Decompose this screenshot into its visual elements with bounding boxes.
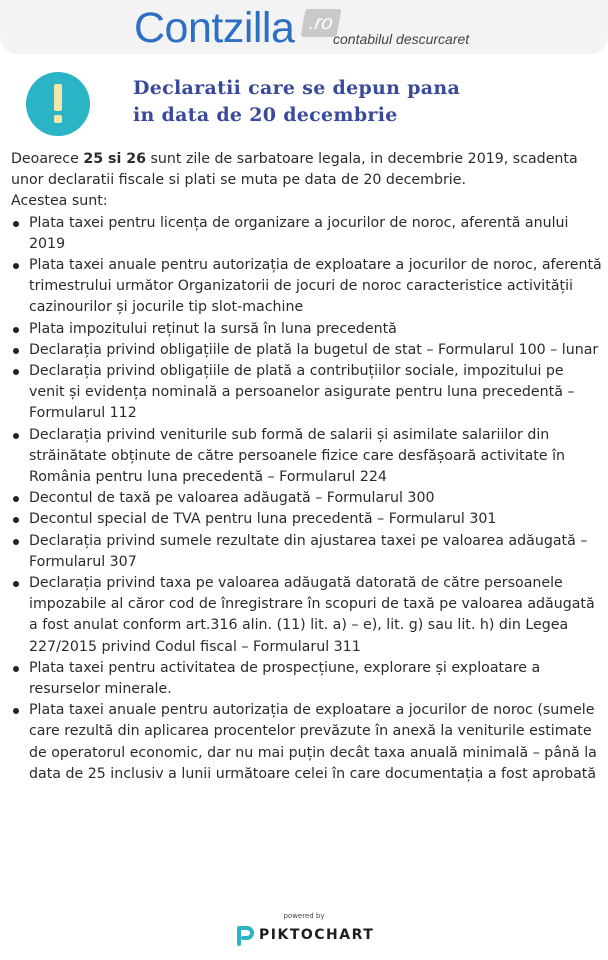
intro-list-heading: Acestea sunt: <box>11 193 108 210</box>
header-banner <box>0 0 608 54</box>
list-item: Plata taxei pentru activitatea de prospecțiune, explorare și exploatare a resurselor minerale. <box>11 658 603 700</box>
title-line-2: in data de 20 decembrie <box>133 104 398 126</box>
page-title <box>133 75 593 129</box>
brand-tagline: contabilul descurcaret <box>333 31 470 47</box>
powered-by-label: powered by <box>283 912 325 920</box>
intro-text-start: Deoarece <box>11 151 84 167</box>
list-item: Plata taxei pentru licența de organizare a jocurilor de noroc, aferentă anului 2019 <box>11 213 603 255</box>
list-item: Declarația privind obligațiile de plată la bugetul de stat – Formularul 100 – lunar <box>11 340 603 361</box>
list-item: Plata impozitului reținut la sursă în luna precedentă <box>11 319 603 340</box>
declarations-list <box>11 213 603 785</box>
list-item: Declarația privind taxa pe valoarea adăugată datorată de către persoanele impozabile al căror cod de înregistrare în scopuri de taxă pe valoarea adăugată a fost anulat conform art.316 alin. (11) lit. a) – e), lit. g) sau lit. h) din Legea 227/2015 privind Codul fiscal – Formularul 311 <box>11 573 603 658</box>
list-item: Declarația privind obligațiile de plată a contribuțiilor sociale, impozitului pe venit și evidența nominală a persoanelor asigurate pentru luna precedentă – Formularul 112 <box>11 361 603 425</box>
title-line-1: Declaratii care se depun pana <box>133 77 461 99</box>
intro-dates: 25 si 26 <box>83 151 147 167</box>
list-item: Declarația privind veniturile sub formă de salarii și asimilate salariilor din străinătate obținute de către persoanele fizice care desfășoară activitate în România pentru luna precedentă – Formularul 224 <box>11 425 603 489</box>
list-item: Decontul de taxă pe valoarea adăugată – Formularul 300 <box>11 488 603 509</box>
brand-domain-badge: .ro <box>301 9 342 37</box>
intro-paragraph <box>11 149 603 191</box>
piktochart-wordmark: PIKTOCHART <box>259 927 375 943</box>
list-item: Declarația privind sumele rezultate din ajustarea taxei pe valoarea adăugată – Formularul 307 <box>11 531 603 573</box>
article-body <box>11 149 603 785</box>
piktochart-link[interactable] <box>236 924 374 946</box>
exclamation-icon <box>26 72 90 136</box>
list-item: Plata taxei anuale pentru autorizația de exploatare a jocurilor de noroc, aferentă trimestrului următor Organizatorii de jocuri de noroc caracteristice activității cazinourilor și jocurile tip slot-machine <box>11 255 603 319</box>
brand-logo: Contzilla <box>134 4 295 52</box>
intro-text-end: sunt zile de sarbatoare legala, in decembrie 2019, scadenta unor declaratii fiscale si plati se muta pe data de 20 decembrie. <box>11 151 578 189</box>
piktochart-logo-icon <box>236 924 254 946</box>
list-item: Plata taxei anuale pentru autorizația de exploatare a jocurilor de noroc (sumele care rezultă din aplicarea procentelor prevăzute în anexă la veniturile estimate de operatorul economic, dar nu mai puțin decât taxa anuală minimală – până la data de 25 inclusiv a lunii următoare celei în care documentația a fost aprobată <box>11 700 603 785</box>
list-item: Decontul special de TVA pentru luna precedentă – Formularul 301 <box>11 509 603 530</box>
